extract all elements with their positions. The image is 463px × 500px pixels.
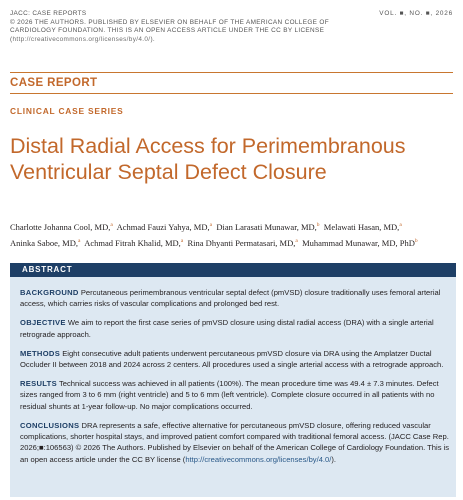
copyright-notice <box>10 19 350 45</box>
objective-label: OBJECTIVE <box>20 318 66 328</box>
author-list <box>10 218 460 250</box>
objective-text: We aim to report the first case series of pmVSD closure using distal radial access (DRA) with a single arterial retrograde approach. <box>20 318 434 339</box>
abstract-box <box>10 263 456 497</box>
author[interactable]: Rina Dhyanti Permatasari, MD,$^a$ <box>187 237 298 248</box>
abstract-objective <box>20 317 452 340</box>
methods-label: METHODS <box>20 348 61 358</box>
author[interactable]: Achmad Fitrah Khalid, MD,$^a$ <box>84 237 184 248</box>
journal-header <box>10 10 453 44</box>
divider-top <box>10 72 453 73</box>
author[interactable]: Muhammad Munawar, MD, PhD$^b$ <box>302 237 418 248</box>
conclusions-label: CONCLUSIONS <box>20 420 80 430</box>
author[interactable]: Achmad Fauzi Yahya, MD,$^a$ <box>116 221 213 232</box>
methods-text: Eight consecutive adult patients underwent percutaneous pmVSD closure via DRA using the Amplatzer Ductal Occluder II between 2018 and 2024 across 2 centers. All procedures used a single arterial access with a retrograde approach. <box>20 348 444 370</box>
results-label: RESULTS <box>20 379 57 389</box>
article-type: CASE REPORT <box>10 77 98 89</box>
abstract-body <box>20 287 452 473</box>
journal-header-left <box>10 10 350 44</box>
abstract-methods <box>20 348 452 371</box>
author[interactable]: Melawati Hasan, MD,$^a$ <box>323 221 402 232</box>
conclusions-text: DRA represents a safe, effective alternative for percutaneous pmVSD closure, offering reduced vascular complications, shorter hospital stays, and improved patient comfort compared with traditional femoral access. (JACC Case Rep. 2026;■:106563) © 2026 The Authors. Published by Elsevier on behalf of the American College of Cardiology Foundation. This is an open access article under the CC BY license ( <box>20 420 450 464</box>
article-series: CLINICAL CASE SERIES <box>10 106 124 116</box>
author[interactable]: Dian Larasati Munawar, MD,$^b$ <box>216 221 320 232</box>
copyright-text: © 2026 THE AUTHORS. PUBLISHED BY ELSEVIER ON BEHALF OF THE AMERICAN COLLEGE OF CARDIOLOGY FOUNDATION. THIS IS AN OPEN ACCESS ARTICLE UNDER THE CC BY LICENSE ( <box>10 18 329 43</box>
journal-name: JACC: CASE REPORTS <box>10 10 87 17</box>
divider-middle <box>10 93 453 94</box>
conclusions-end: ). <box>331 454 337 464</box>
author[interactable]: Aninka Saboe, MD,$^a$ <box>10 237 81 248</box>
abstract-license-link[interactable]: http://creativecommons.org/licenses/by/4.0/ <box>185 454 332 464</box>
license-link[interactable]: http://creativecommons.org/licenses/by/4.0/ <box>12 35 151 43</box>
abstract-results <box>20 378 452 412</box>
abstract-heading: ABSTRACT <box>22 265 73 274</box>
background-label: BACKGROUND <box>20 288 79 297</box>
abstract-header <box>10 263 456 277</box>
copyright-end: ). <box>150 35 156 43</box>
results-text: Technical success was achieved in all patients (100%). The mean procedure time was 49.4 ± 7.3 minutes. Defect sizes ranged from 3 to 6 mm (right ventricle) and 5 to 6 mm (left ventricle). Complete closure occurred in all patients with no residual shunts at 1-year follow-up. No major complications occurred. <box>20 379 439 411</box>
article-title: Distal Radial Access for Perimembranous Ventricular Septal Defect Closure <box>10 134 406 184</box>
abstract-conclusions <box>20 420 452 465</box>
volume-info: VOL. ■, NO. ■, 2026 <box>379 10 453 17</box>
background-text: Percutaneous perimembranous ventricular septal defect (pmVSD) closure traditionally uses femoral arterial access, which carries risks of vascular complications and prolonged bed rest. <box>20 288 441 309</box>
author[interactable]: Charlotte Johanna Cool, MD,$^a$ <box>10 221 113 232</box>
abstract-background <box>20 287 452 310</box>
